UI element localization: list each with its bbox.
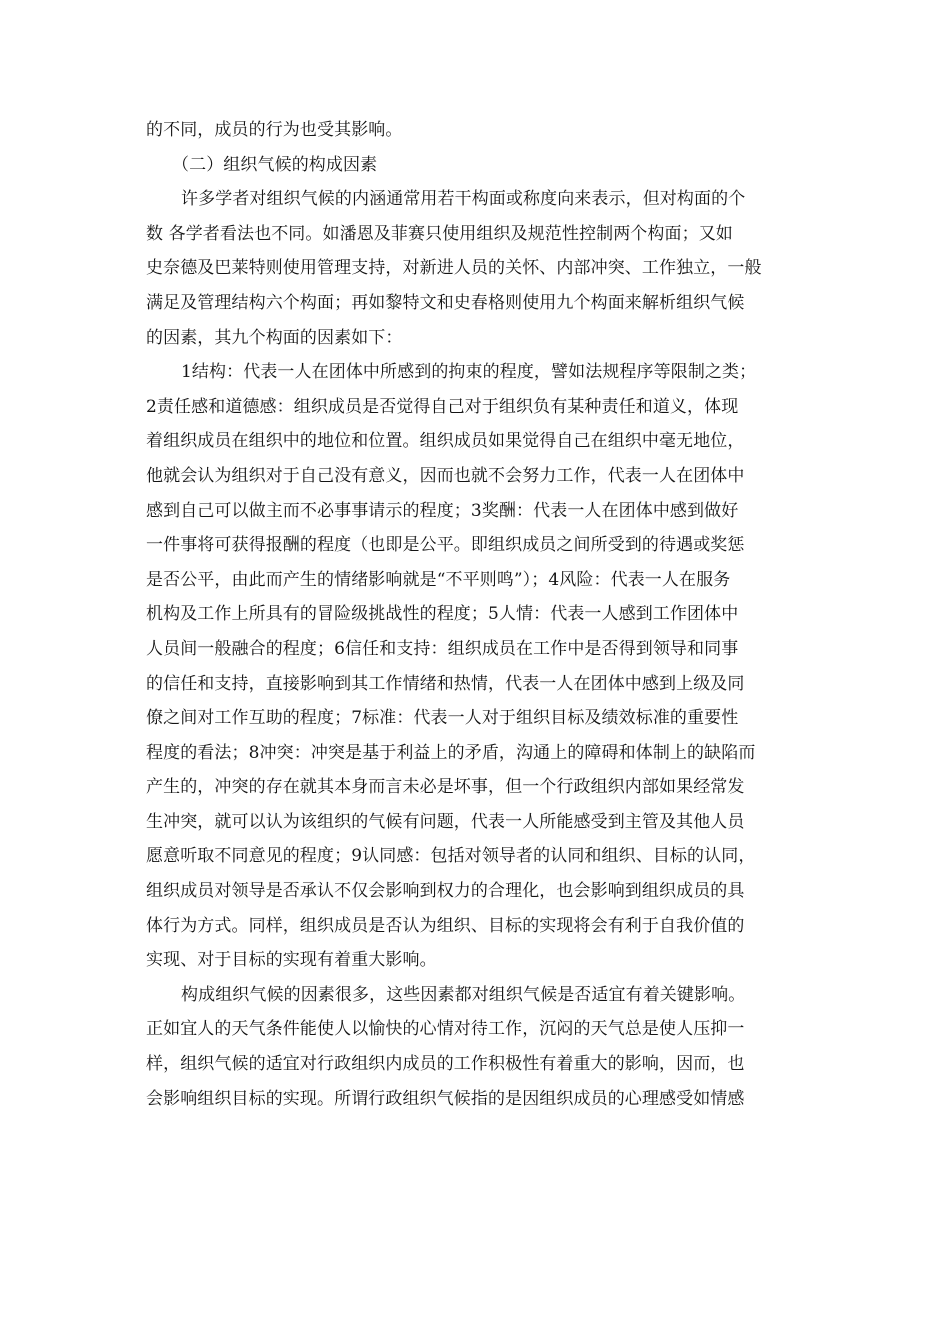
text-line: 的不同，成员的行为也受其影响。 [146,120,403,140]
text-line: 体行为方式。同样，组织成员是否认为组织、目标的实现将会有利于自我价值的 [146,915,745,936]
text-line: 满足及管理结构六个构面；再如黎特文和史春格则使用九个构面来解析组织气候 [146,292,745,313]
text-line: 正如宜人的天气条件能使人以愉快的心情对待工作，沉闷的天气总是使人压抑一 [146,1019,745,1040]
text-line: 实现、对于目标的实现有着重大影响。 [146,950,437,971]
text-line: 的信任和支持，直接影响到其工作情绪和热情，代表一人在团体中感到上级及同 [146,673,745,694]
text-line: 的因素，其九个构面的因素如下： [146,327,403,348]
text-line: 构成组织气候的因素很多，这些因素都对组织气候是否适宜有着关键影响。 [181,984,746,1005]
text-line: 程度的看法；8冲突：冲突是基于利益上的矛盾，沟通上的障碍和体制上的缺陷而 [146,742,756,763]
text-line: 2责任感和道德感：组织成员是否觉得自己对于组织负有某种责任和道义，体现 [146,396,739,417]
text-line: 一件事将可获得报酬的程度（也即是公平。即组织成员之间所受到的待遇或奖惩 [146,535,745,556]
text-line: 感到自己可以做主而不必事事请示的程度；3奖酬：代表一人在团体中感到做好 [146,500,739,521]
text-line: 僚之间对工作互助的程度；7标准：代表一人对于组织目标及绩效标准的重要性 [146,708,739,729]
text-line: 组织成员对领导是否承认不仅会影响到权力的合理化，也会影响到组织成员的具 [146,881,745,902]
text-line: 愿意听取不同意见的程度；9认同感：包括对领导者的认同和组织、目标的认同， [146,846,756,867]
text-line: 着组织成员在组织中的地位和位置。组织成员如果觉得自己在组织中毫无地位， [146,431,745,452]
text-line: 产生的，冲突的存在就其本身而言未必是坏事，但一个行政组织内部如果经常发 [146,777,745,798]
text-line: 1结构：代表一人在团体中所感到的拘束的程度，譬如法规程序等限制之类； [181,362,757,383]
text-line: 他就会认为组织对于自己没有意义，因而也就不会努力工作，代表一人在团体中 [146,465,745,486]
section-heading: （二）组织气候的构成因素 [172,154,378,175]
text-line: 机构及工作上所具有的冒险级挑战性的程度；5人情：代表一人感到工作团体中 [146,604,739,625]
text-line: 样，组织气候的适宜对行政组织内成员的工作积极性有着重大的影响，因而，也 [146,1054,745,1075]
text-line: 生冲突，就可以认为该组织的气候有问题，代表一人所能感受到主管及其他人员 [146,811,745,832]
text-line: 许多学者对组织气候的内涵通常用若干构面或称度向来表示，但对构面的个 [181,189,746,210]
document-body [146,113,808,1116]
text-line: 会影响组织目标的实现。所谓行政组织气候指的是因组织成员的心理感受如情感 [146,1088,745,1109]
text-line: 数 各学者看法也不同。如潘恩及菲赛只使用组织及规范性控制两个构面；又如 [146,223,733,244]
text-line: 人员间一般融合的程度；6信任和支持：组织成员在工作中是否得到领导和同事 [146,638,739,659]
text-line: 是否公平，由此而产生的情绪影响就是“不平则鸣”）；4风险：代表一人在服务 [146,569,731,590]
text-line: 史奈德及巴莱特则使用管理支持，对新进人员的关怀、内部冲突、工作独立，一般 [146,258,762,279]
